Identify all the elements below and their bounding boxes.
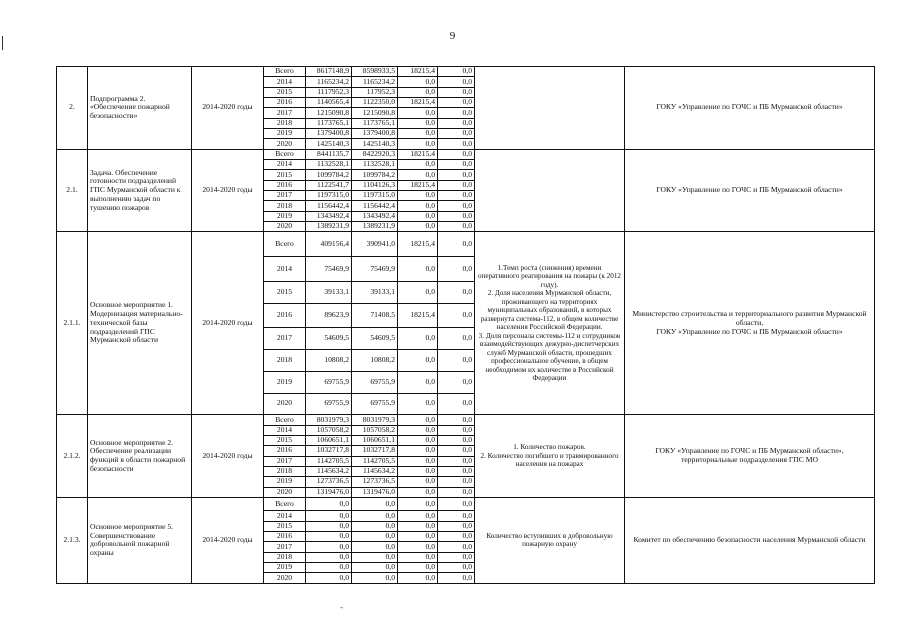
other-value: 0,0 xyxy=(438,128,475,138)
regional-value: 0,0 xyxy=(352,531,398,541)
year-label: 2018 xyxy=(264,552,306,562)
federal-value: 0,0 xyxy=(398,511,438,521)
other-value: 0,0 xyxy=(438,139,475,149)
total-value: 1117952,3 xyxy=(306,87,352,97)
other-value: 0,0 xyxy=(438,281,475,303)
regional-value: 1165234,2 xyxy=(352,77,398,87)
federal-value: 0,0 xyxy=(398,328,438,350)
other-value: 0,0 xyxy=(438,201,475,211)
section-executor: ГОКУ «Управление по ГОЧС и ПБ Мурманской области» xyxy=(625,149,875,232)
federal-value: 0,0 xyxy=(398,87,438,97)
section-name: Подпрограмма 2. «Обеспечение пожарной безопасности» xyxy=(88,67,192,150)
year-label: 2020 xyxy=(264,487,306,497)
total-value: 0,0 xyxy=(306,573,352,584)
federal-value: 0,0 xyxy=(398,477,438,487)
regional-value: 1060651,1 xyxy=(352,435,398,445)
year-label: 2017 xyxy=(264,328,306,350)
regional-value: 69755,9 xyxy=(352,393,398,415)
regional-value: 1173765,1 xyxy=(352,118,398,128)
other-value: 0,0 xyxy=(438,487,475,497)
other-value: 0,0 xyxy=(438,77,475,87)
total-value: 1032717,8 xyxy=(306,446,352,456)
other-value: 0,0 xyxy=(438,149,475,159)
regional-value: 39133,1 xyxy=(352,281,398,303)
section-indicators xyxy=(475,149,625,232)
bottom-mark: - xyxy=(340,602,343,612)
regional-value: 1273736,5 xyxy=(352,477,398,487)
year-label: 2019 xyxy=(264,477,306,487)
section-period: 2014-2020 годы xyxy=(192,149,264,232)
year-label: 2016 xyxy=(264,180,306,190)
other-value: 0,0 xyxy=(438,573,475,584)
federal-value: 0,0 xyxy=(398,221,438,231)
federal-value: 0,0 xyxy=(398,531,438,541)
federal-value: 0,0 xyxy=(398,393,438,415)
regional-value: 117952,3 xyxy=(352,87,398,97)
regional-value: 0,0 xyxy=(352,497,398,510)
year-label: 2017 xyxy=(264,190,306,200)
total-value: 39133,1 xyxy=(306,281,352,303)
other-value: 0,0 xyxy=(438,97,475,107)
other-value: 0,0 xyxy=(438,497,475,510)
regional-value: 1319476,0 xyxy=(352,487,398,497)
year-label: 2020 xyxy=(264,393,306,415)
table-row xyxy=(57,497,875,510)
year-label: Всего xyxy=(264,415,306,425)
regional-value: 1122350,0 xyxy=(352,97,398,107)
total-value: 0,0 xyxy=(306,497,352,510)
regional-value: 1425140,3 xyxy=(352,139,398,149)
total-value: 0,0 xyxy=(306,511,352,521)
other-value: 0,0 xyxy=(438,232,475,257)
regional-value: 1197315,0 xyxy=(352,190,398,200)
section-executor: ГОКУ «Управление по ГОЧС и ПБ Мурманской области», территориальные подразделения ГПС МО xyxy=(625,415,875,498)
total-value: 1173765,1 xyxy=(306,118,352,128)
total-value: 89623,9 xyxy=(306,303,352,328)
regional-value: 1343492,4 xyxy=(352,211,398,221)
year-label: 2014 xyxy=(264,425,306,435)
section-executor: Министерство строительства и территориального развития Мурманской области, ГОКУ «Управление по ГОЧС и ПБ Мурманской области» xyxy=(625,232,875,415)
total-value: 54609,5 xyxy=(306,328,352,350)
section-indicators xyxy=(475,67,625,150)
federal-value: 0,0 xyxy=(398,435,438,445)
regional-value: 8598933,5 xyxy=(352,67,398,77)
other-value: 0,0 xyxy=(438,118,475,128)
section-period: 2014-2020 годы xyxy=(192,497,264,583)
section-period: 2014-2020 годы xyxy=(192,415,264,498)
regional-value: 1099784,2 xyxy=(352,170,398,180)
regional-value: 0,0 xyxy=(352,521,398,531)
year-label: 2014 xyxy=(264,257,306,282)
year-label: 2018 xyxy=(264,466,306,476)
section-executor: Комитет по обеспечению безопасности населения Мурманской области xyxy=(625,497,875,583)
regional-value: 0,0 xyxy=(352,552,398,562)
year-label: 2019 xyxy=(264,128,306,138)
total-value: 10808,2 xyxy=(306,350,352,372)
other-value: 0,0 xyxy=(438,456,475,466)
table-row xyxy=(57,232,875,257)
section-number: 2.1.1. xyxy=(57,232,88,415)
year-label: Всего xyxy=(264,67,306,77)
federal-value: 0,0 xyxy=(398,466,438,476)
other-value: 0,0 xyxy=(438,552,475,562)
section-indicators: 1. Количество пожаров. 2. Количество погибшего и травмированного населения на пожарах xyxy=(475,415,625,498)
regional-value: 1142705,5 xyxy=(352,456,398,466)
regional-value: 1132528,1 xyxy=(352,159,398,169)
other-value: 0,0 xyxy=(438,466,475,476)
regional-value: 71408,5 xyxy=(352,303,398,328)
year-label: 2017 xyxy=(264,456,306,466)
table-row xyxy=(57,149,875,159)
program-table-body xyxy=(57,67,875,584)
other-value: 0,0 xyxy=(438,511,475,521)
regional-value: 54609,5 xyxy=(352,328,398,350)
other-value: 0,0 xyxy=(438,562,475,572)
federal-value: 0,0 xyxy=(398,190,438,200)
federal-value: 0,0 xyxy=(398,497,438,510)
year-label: 2014 xyxy=(264,77,306,87)
regional-value: 0,0 xyxy=(352,573,398,584)
federal-value: 0,0 xyxy=(398,456,438,466)
other-value: 0,0 xyxy=(438,328,475,350)
federal-value: 0,0 xyxy=(398,159,438,169)
total-value: 1132528,1 xyxy=(306,159,352,169)
year-label: 2019 xyxy=(264,562,306,572)
total-value: 8031979,3 xyxy=(306,415,352,425)
year-label: 2018 xyxy=(264,350,306,372)
section-number: 2. xyxy=(57,67,88,150)
year-label: 2014 xyxy=(264,159,306,169)
federal-value: 0,0 xyxy=(398,415,438,425)
federal-value: 0,0 xyxy=(398,139,438,149)
other-value: 0,0 xyxy=(438,425,475,435)
other-value: 0,0 xyxy=(438,435,475,445)
other-value: 0,0 xyxy=(438,446,475,456)
total-value: 0,0 xyxy=(306,542,352,552)
section-period: 2014-2020 годы xyxy=(192,232,264,415)
federal-value: 0,0 xyxy=(398,108,438,118)
federal-value: 0,0 xyxy=(398,552,438,562)
regional-value: 0,0 xyxy=(352,542,398,552)
other-value: 0,0 xyxy=(438,159,475,169)
federal-value: 0,0 xyxy=(398,573,438,584)
page-number: 9 xyxy=(449,30,456,42)
regional-value: 69755,9 xyxy=(352,371,398,393)
other-value: 0,0 xyxy=(438,371,475,393)
year-label: Всего xyxy=(264,149,306,159)
regional-value: 390941,0 xyxy=(352,232,398,257)
year-label: 2016 xyxy=(264,446,306,456)
year-label: 2016 xyxy=(264,531,306,541)
federal-value: 18215,4 xyxy=(398,180,438,190)
other-value: 0,0 xyxy=(438,180,475,190)
year-label: 2015 xyxy=(264,435,306,445)
federal-value: 0,0 xyxy=(398,350,438,372)
table-row xyxy=(57,415,875,425)
other-value: 0,0 xyxy=(438,477,475,487)
other-value: 0,0 xyxy=(438,67,475,77)
year-label: 2016 xyxy=(264,303,306,328)
total-value: 1389231,9 xyxy=(306,221,352,231)
section-number: 2.1.3. xyxy=(57,497,88,583)
regional-value: 8422920,3 xyxy=(352,149,398,159)
total-value: 0,0 xyxy=(306,531,352,541)
total-value: 1379400,8 xyxy=(306,128,352,138)
regional-value: 10808,2 xyxy=(352,350,398,372)
total-value: 0,0 xyxy=(306,562,352,572)
total-value: 1140565,4 xyxy=(306,97,352,107)
other-value: 0,0 xyxy=(438,170,475,180)
regional-value: 1379400,8 xyxy=(352,128,398,138)
other-value: 0,0 xyxy=(438,303,475,328)
total-value: 1215090,8 xyxy=(306,108,352,118)
other-value: 0,0 xyxy=(438,87,475,97)
federal-value: 0,0 xyxy=(398,170,438,180)
year-label: 2017 xyxy=(264,108,306,118)
federal-value: 0,0 xyxy=(398,425,438,435)
total-value: 1122541,7 xyxy=(306,180,352,190)
year-label: 2019 xyxy=(264,211,306,221)
table-row xyxy=(57,67,875,77)
total-value: 1060651,1 xyxy=(306,435,352,445)
regional-value: 8031979,3 xyxy=(352,415,398,425)
other-value: 0,0 xyxy=(438,415,475,425)
regional-value: 1032717,8 xyxy=(352,446,398,456)
total-value: 1099784,2 xyxy=(306,170,352,180)
regional-value: 1057058,2 xyxy=(352,425,398,435)
federal-value: 0,0 xyxy=(398,371,438,393)
regional-value: 1145634,2 xyxy=(352,466,398,476)
federal-value: 0,0 xyxy=(398,77,438,87)
federal-value: 0,0 xyxy=(398,487,438,497)
year-label: 2019 xyxy=(264,371,306,393)
federal-value: 18215,4 xyxy=(398,67,438,77)
section-period: 2014-2020 годы xyxy=(192,67,264,150)
total-value: 409156,4 xyxy=(306,232,352,257)
federal-value: 0,0 xyxy=(398,257,438,282)
federal-value: 18215,4 xyxy=(398,232,438,257)
federal-value: 0,0 xyxy=(398,211,438,221)
federal-value: 0,0 xyxy=(398,542,438,552)
year-label: 2020 xyxy=(264,221,306,231)
regional-value: 1156442,4 xyxy=(352,201,398,211)
federal-value: 0,0 xyxy=(398,446,438,456)
section-name: Задача. Обеспечение готовности подразделений ГПС Мурманской области к выполнению задач по тушению пожаров xyxy=(88,149,192,232)
total-value: 0,0 xyxy=(306,521,352,531)
year-label: 2015 xyxy=(264,170,306,180)
year-label: 2015 xyxy=(264,87,306,97)
total-value: 1142705,5 xyxy=(306,456,352,466)
other-value: 0,0 xyxy=(438,531,475,541)
total-value: 1197315,0 xyxy=(306,190,352,200)
section-name: Основное мероприятие 1. Модернизация материально-технической базы подразделений ГПС Мурманской области xyxy=(88,232,192,415)
year-label: 2020 xyxy=(264,139,306,149)
section-number: 2.1. xyxy=(57,149,88,232)
regional-value: 1389231,9 xyxy=(352,221,398,231)
other-value: 0,0 xyxy=(438,393,475,415)
regional-value: 0,0 xyxy=(352,511,398,521)
regional-value: 75469,9 xyxy=(352,257,398,282)
section-number: 2.1.2. xyxy=(57,415,88,498)
other-value: 0,0 xyxy=(438,211,475,221)
year-label: 2020 xyxy=(264,573,306,584)
program-table xyxy=(56,66,875,584)
total-value: 8617148,9 xyxy=(306,67,352,77)
total-value: 69755,9 xyxy=(306,393,352,415)
total-value: 1425140,3 xyxy=(306,139,352,149)
year-label: Всего xyxy=(264,232,306,257)
year-label: Всего xyxy=(264,497,306,510)
year-label: 2017 xyxy=(264,542,306,552)
federal-value: 18215,4 xyxy=(398,149,438,159)
total-value: 1145634,2 xyxy=(306,466,352,476)
federal-value: 18215,4 xyxy=(398,303,438,328)
section-indicators: 1.Темп роста (снижения) времени оперативного реагирования на пожары (к 2012 году). 2. Доля населения Мурманской области, проживающего на территориях муниципальных образований, в которых развернута система-112, в общем количестве населения Российской Федерации. 3. Доля персонала системы-112 и сотрудников взаимодействующих дежурно-диспетчерских служб Мурманской области, прошедших профессиональное обучение, в общем необходимом их количестве в Российской Федерации xyxy=(475,232,625,415)
federal-value: 0,0 xyxy=(398,521,438,531)
year-label: 2015 xyxy=(264,521,306,531)
total-value: 0,0 xyxy=(306,552,352,562)
other-value: 0,0 xyxy=(438,350,475,372)
total-value: 1319476,0 xyxy=(306,487,352,497)
section-indicators: Количество вступивших в добровольную пожарную охрану xyxy=(475,497,625,583)
year-label: 2018 xyxy=(264,118,306,128)
other-value: 0,0 xyxy=(438,521,475,531)
section-name: Основное мероприятие 2. Обеспечение реализации функций в области пожарной безопасности xyxy=(88,415,192,498)
total-value: 1343492,4 xyxy=(306,211,352,221)
regional-value: 1215090,8 xyxy=(352,108,398,118)
federal-value: 0,0 xyxy=(398,118,438,128)
total-value: 1057058,2 xyxy=(306,425,352,435)
total-value: 1156442,4 xyxy=(306,201,352,211)
other-value: 0,0 xyxy=(438,190,475,200)
other-value: 0,0 xyxy=(438,108,475,118)
total-value: 1273736,5 xyxy=(306,477,352,487)
regional-value: 0,0 xyxy=(352,562,398,572)
year-label: 2016 xyxy=(264,97,306,107)
federal-value: 18215,4 xyxy=(398,97,438,107)
section-executor: ГОКУ «Управление по ГОЧС и ПБ Мурманской области» xyxy=(625,67,875,150)
year-label: 2015 xyxy=(264,281,306,303)
regional-value: 1104126,3 xyxy=(352,180,398,190)
federal-value: 0,0 xyxy=(398,128,438,138)
total-value: 8441135,7 xyxy=(306,149,352,159)
total-value: 75469,9 xyxy=(306,257,352,282)
year-label: 2018 xyxy=(264,201,306,211)
total-value: 69755,9 xyxy=(306,371,352,393)
year-label: 2014 xyxy=(264,511,306,521)
federal-value: 0,0 xyxy=(398,281,438,303)
other-value: 0,0 xyxy=(438,542,475,552)
other-value: 0,0 xyxy=(438,257,475,282)
federal-value: 0,0 xyxy=(398,562,438,572)
other-value: 0,0 xyxy=(438,221,475,231)
section-name: Основное мероприятие 5. Совершенствование добровольной пожарной охраны xyxy=(88,497,192,583)
total-value: 1165234,2 xyxy=(306,77,352,87)
federal-value: 0,0 xyxy=(398,201,438,211)
